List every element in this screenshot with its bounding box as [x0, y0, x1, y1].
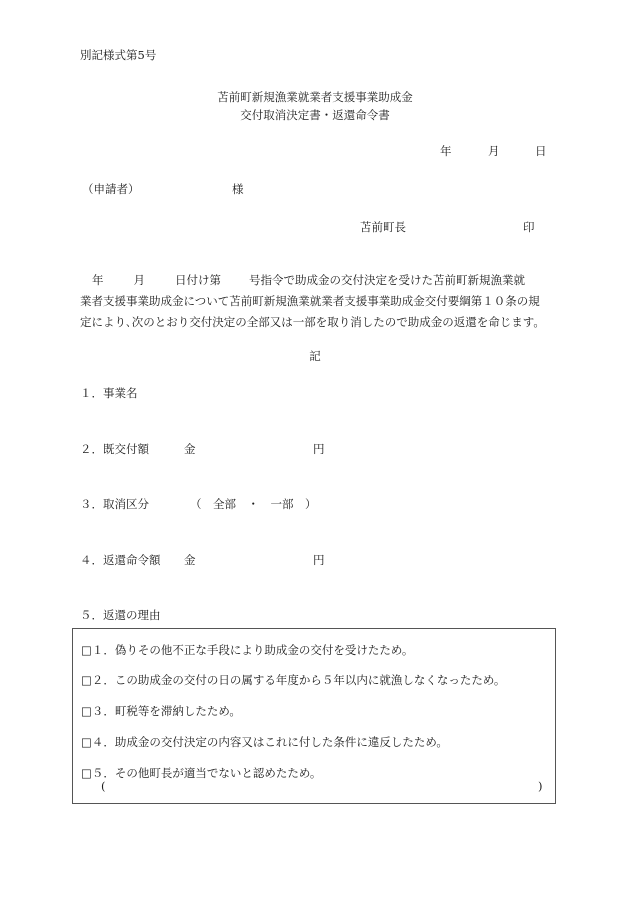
- applicant-honorific: 様: [232, 182, 244, 196]
- other-reason-paren-close: ): [538, 779, 543, 793]
- item-project-name: １．事業名: [80, 386, 138, 400]
- reason-checkbox-4[interactable]: □４．助成金の交付決定の内容又はこれに付した条件に違反したため。: [81, 735, 448, 749]
- reason-box: [72, 628, 556, 804]
- other-reason-paren-open: (: [101, 779, 106, 793]
- date-year: 年: [440, 144, 452, 158]
- body-line-1: [80, 270, 550, 291]
- body-year: 年: [92, 273, 104, 287]
- date-day: 日: [535, 144, 547, 158]
- document-title-line1: 苫前町新規漁業就業者支援事業助成金: [217, 90, 413, 104]
- seal-mark: 印: [523, 220, 535, 234]
- body-line1-rest: 号指令で助成金の交付決定を受けた苫前町新規漁業就: [249, 273, 525, 287]
- granted-amount-kin: 金: [184, 442, 196, 456]
- return-amount-kin: 金: [184, 553, 196, 567]
- body-line-2: 業者支援事業助成金について苫前町新規漁業就業者支援事業助成金交付要綱第１０条の規: [80, 294, 540, 308]
- body-paragraph: [80, 270, 550, 333]
- item-return-amount: ４．返還命令額: [80, 553, 161, 567]
- date-month: 月: [488, 144, 500, 158]
- reason-checkbox-5[interactable]: □５．その他町長が適当でないと認めたため。: [81, 766, 322, 780]
- body-line-3: 定により､次のとおり交付決定の全部又は一部を取り消したので助成金の返還を命じます。: [80, 315, 545, 329]
- applicant-label: （申請者）: [82, 182, 140, 196]
- return-amount-yen: 円: [313, 553, 325, 567]
- document-title-line2: 交付取消決定書・返還命令書: [240, 108, 390, 122]
- reason-checkbox-1[interactable]: □１．偽りその他不正な手段により助成金の交付を受けたため。: [81, 643, 414, 657]
- form-number: 別記様式第5号: [80, 48, 157, 62]
- item-granted-amount: ２．既交付額: [80, 442, 149, 456]
- item-return-reason: ５．返還の理由: [80, 608, 161, 622]
- issuer-label: 苫前町長: [360, 220, 406, 234]
- ki-heading: 記: [309, 349, 321, 363]
- body-date: 日付け第: [175, 273, 221, 287]
- cancel-category-choice: （ 全部 ・ 一部 ）: [190, 497, 317, 511]
- item-cancel-category: ３．取消区分: [80, 497, 149, 511]
- reason-checkbox-3[interactable]: □３．町税等を滞納したため。: [81, 704, 241, 718]
- body-month: 月: [133, 273, 145, 287]
- reason-checkbox-2[interactable]: □２．この助成金の交付の日の属する年度から５年以内に就漁しなくなったため。: [81, 673, 506, 687]
- granted-amount-yen: 円: [313, 442, 325, 456]
